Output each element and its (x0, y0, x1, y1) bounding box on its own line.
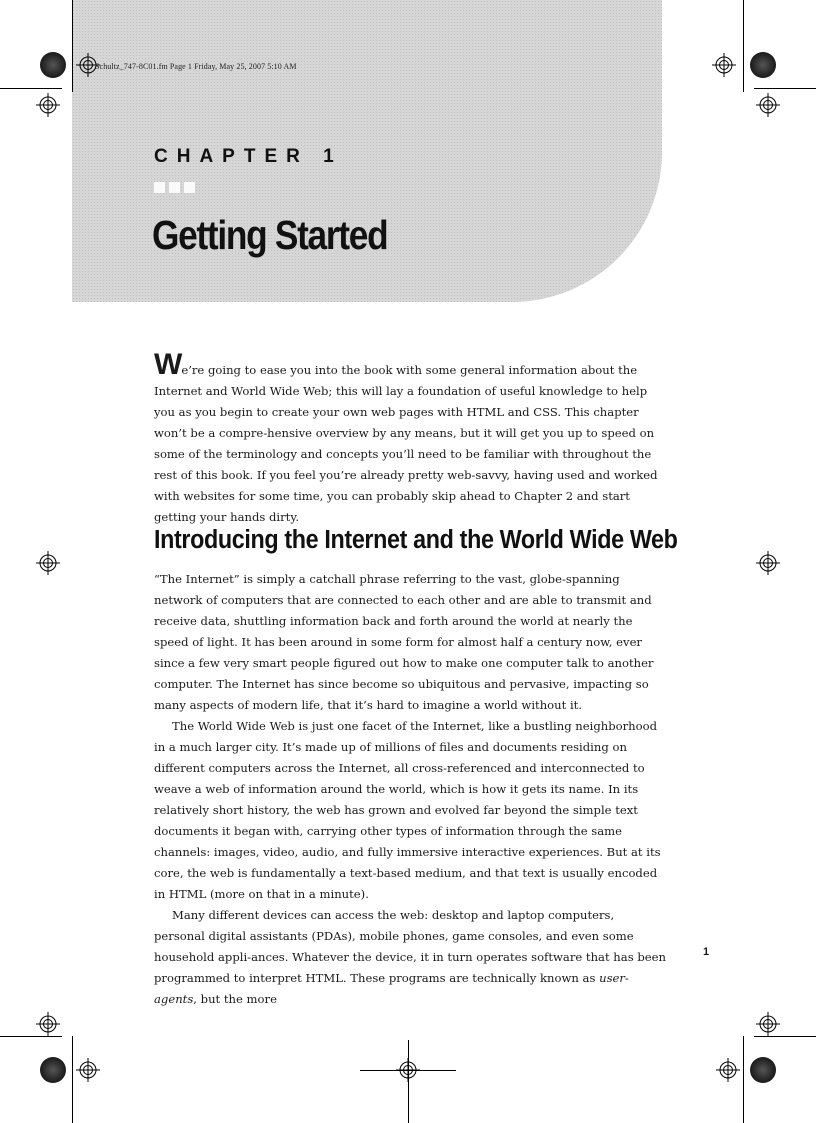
color-bar-dot (40, 1057, 66, 1083)
registration-mark-icon (36, 551, 60, 575)
color-bar-dot (40, 52, 66, 78)
chapter-label: CHAPTER 1 (154, 146, 343, 167)
section-heading: Introducing the Internet and the World Wide Web (154, 526, 678, 554)
trim-line (743, 1036, 744, 1123)
page-number: 1 (703, 946, 710, 958)
registration-mark-icon (36, 93, 60, 117)
ornament-square (154, 182, 165, 193)
registration-mark-icon (756, 551, 780, 575)
trim-line (408, 1040, 409, 1123)
paragraph (154, 905, 668, 1010)
trim-line (72, 1036, 73, 1123)
paragraph-text: , but the more (193, 992, 277, 1006)
intro-paragraph (154, 348, 668, 528)
print-slug: Schultz_747-8C01.fm Page 1 Friday, May 25, 2007 5:10 AM (95, 62, 297, 71)
registration-mark-icon (76, 1058, 100, 1082)
drop-cap: W (154, 348, 182, 381)
registration-mark-icon (756, 93, 780, 117)
registration-mark-icon (712, 53, 736, 77)
paragraph: “The Internet” is simply a catchall phrase referring to the vast, globe-spanning network of computers that are connected to each other and are able to transmit and receive data, shuttling information back and forth around the world at nearly the speed of light. It has been around in some form for almost half a century now, ever since a few very smart people figured out how to make one computer talk to another computer. The Internet has since become so ubiquitous and pervasive, impacting so many aspects of modern life, that it’s hard to imagine a world without it. (154, 572, 654, 712)
registration-mark-icon (756, 1012, 780, 1036)
chapter-title: Getting Started (152, 212, 388, 258)
registration-mark-icon (716, 1058, 740, 1082)
intro-text: e’re going to ease you into the book with some general information about the Internet and World Wide Web; this will lay a foundation of useful knowledge to help you as you begin to create your own web pages with HTML and CSS. This chapter won’t be a compre-hensive overview by any means, but it will get you up to speed on some of the terminology and concepts you’ll need to be familiar with throughout the rest of this book. If you feel you’re already pretty web-savvy, having used and worked with websites for some time, you can probably skip ahead to Chapter 2 and start getting your hands dirty. (154, 363, 658, 524)
color-bar-dot (750, 1057, 776, 1083)
trim-line (72, 0, 73, 92)
section-body (154, 569, 668, 1010)
ornament-square (184, 182, 195, 193)
trim-line (754, 88, 816, 89)
trim-line (0, 1036, 62, 1037)
ornament-square (169, 182, 180, 193)
trim-line (754, 1036, 816, 1037)
registration-mark-icon (36, 1012, 60, 1036)
trim-line (743, 0, 744, 92)
paragraph: The World Wide Web is just one facet of the Internet, like a bustling neighborhood in a much larger city. It’s made up of millions of files and documents residing on different computers across the Internet, all cross-referenced and interconnected to weave a web of information around the world, which is how it gets its name. In its relatively short history, the web has grown and evolved far beyond the simple text documents it began with, carrying other types of information through the same channels: images, video, audio, and fully immersive interactive experiences. But at its core, the web is fundamentally a text-based medium, and that text is usually encoded in HTML (more on that in a minute). (154, 719, 661, 901)
paragraph-text: Many different devices can access the web: desktop and laptop computers, personal digital assistants (PDAs), mobile phones, game consoles, and even some household appli-ances. Whatever the device, it in turn operates software that has been programmed to interpret HTML. These programs are technically known as (154, 908, 666, 985)
emphasis-term: user-agents (154, 971, 629, 1006)
color-bar-dot (750, 52, 776, 78)
chapter-ornament (154, 182, 195, 193)
trim-line (0, 88, 62, 89)
